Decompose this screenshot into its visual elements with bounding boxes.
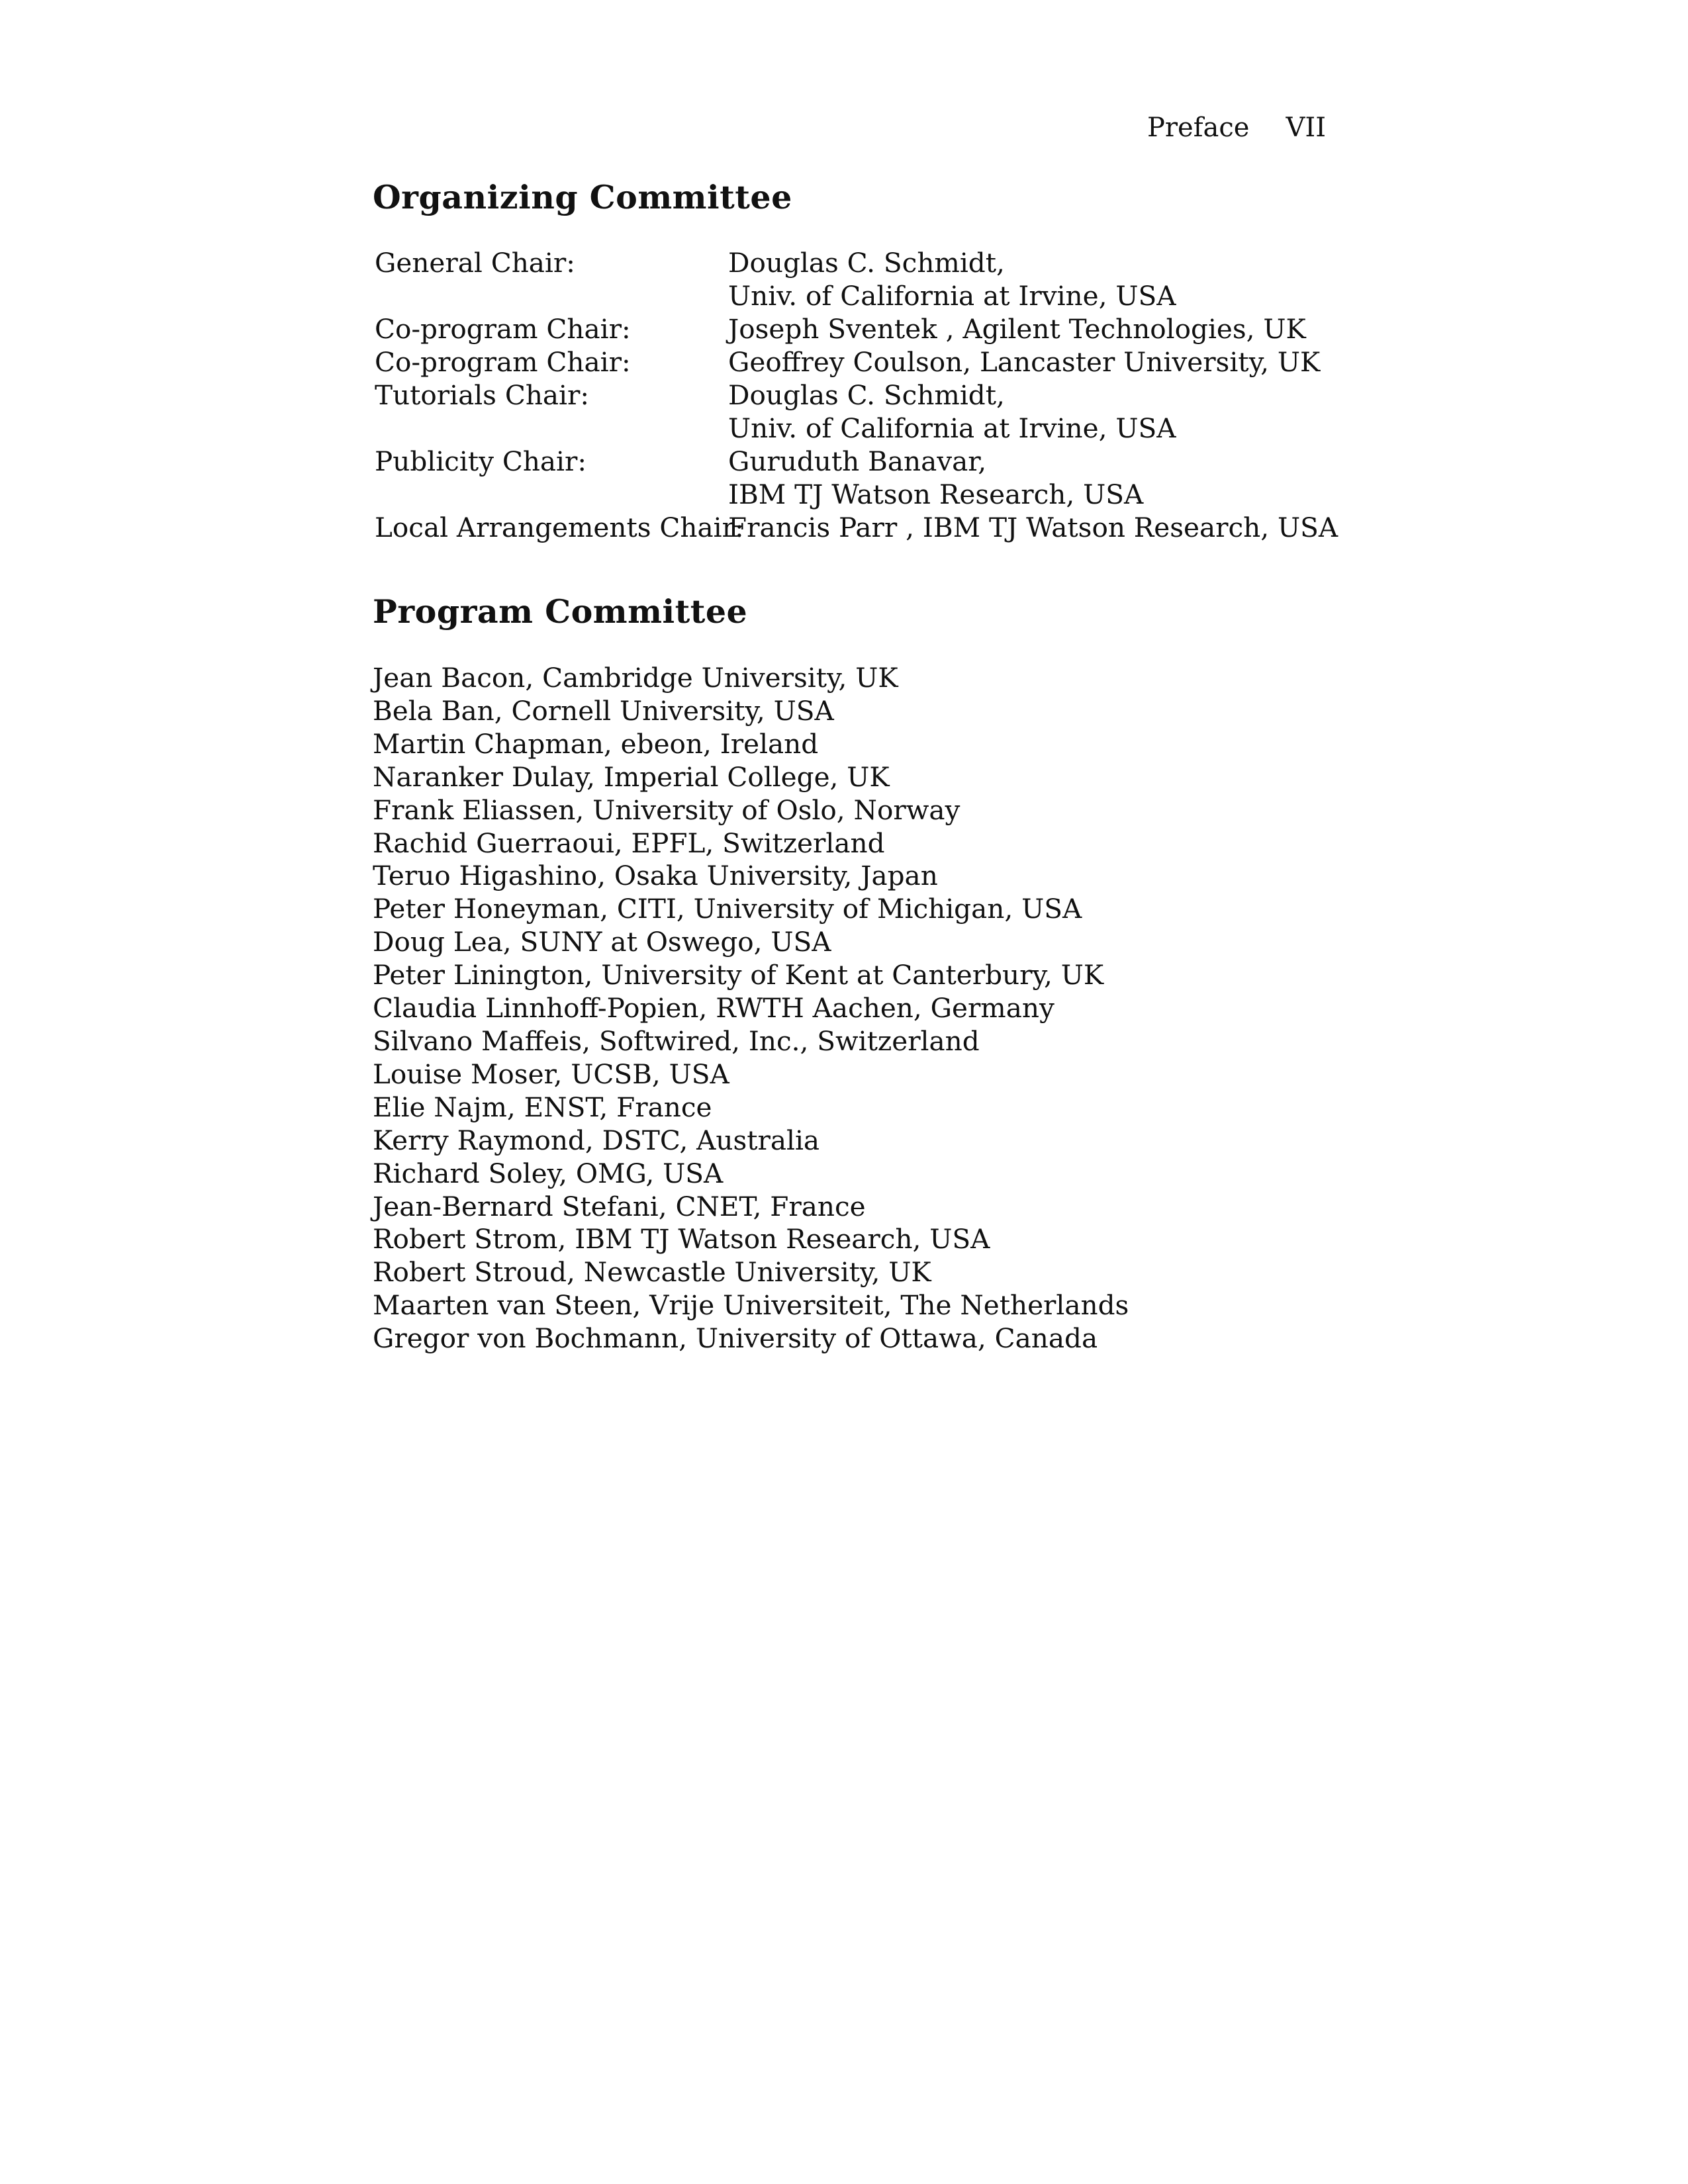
running-header-section: Preface — [1147, 113, 1250, 143]
program-committee-member: Elie Najm, ENST, France — [373, 1091, 712, 1123]
committee-role: Publicity Chair: — [375, 445, 587, 477]
committee-member — [728, 312, 1306, 345]
committee-role: Co-program Chair: — [375, 346, 631, 378]
committee-member-line: Univ. of California at Irvine, USA — [728, 280, 1176, 312]
program-committee-member: Robert Stroud, Newcastle University, UK — [373, 1256, 931, 1289]
program-committee-member: Gregor von Bochmann, University of Ottawa, Canada — [373, 1322, 1098, 1355]
committee-member-line: Univ. of California at Irvine, USA — [728, 412, 1176, 444]
committee-row — [375, 246, 1338, 312]
program-committee-member: Richard Soley, OMG, USA — [373, 1157, 724, 1189]
program-committee-member: Maarten van Steen, Vrije Universiteit, The Netherlands — [373, 1289, 1129, 1322]
program-committee-heading: Program Committee — [373, 592, 748, 631]
committee-role: Tutorials Chair: — [375, 379, 589, 411]
committee-row — [375, 312, 1338, 345]
program-committee-member: Rachid Guerraoui, EPFL, Switzerland — [373, 827, 885, 859]
program-committee-member: Jean Bacon, Cambridge University, UK — [373, 662, 898, 694]
committee-row — [375, 445, 1338, 511]
committee-member — [728, 379, 1176, 445]
committee-row — [375, 345, 1338, 379]
committee-member-line: Geoffrey Coulson, Lancaster University, UK — [728, 346, 1321, 378]
committee-role: Co-program Chair: — [375, 313, 631, 345]
program-committee-member: Louise Moser, UCSB, USA — [373, 1058, 729, 1090]
program-committee-member: Peter Linington, University of Kent at Canterbury, UK — [373, 959, 1104, 991]
program-committee-member: Teruo Higashino, Osaka University, Japan — [373, 860, 938, 892]
program-committee-member: Peter Honeyman, CITI, University of Michigan, USA — [373, 893, 1082, 925]
program-committee-member: Naranker Dulay, Imperial College, UK — [373, 760, 890, 793]
committee-member — [728, 345, 1320, 379]
committee-member-line: Douglas C. Schmidt, — [728, 247, 1005, 279]
committee-member-line: IBM TJ Watson Research, USA — [728, 478, 1144, 510]
running-header — [1147, 111, 1326, 144]
program-committee-member: Frank Eliassen, University of Oslo, Norway — [373, 794, 961, 826]
committee-role: General Chair: — [375, 247, 575, 279]
page-number: VII — [1286, 113, 1326, 143]
program-committee-member: Claudia Linnhoff-Popien, RWTH Aachen, Germany — [373, 992, 1055, 1024]
program-committee-list — [373, 662, 1129, 1355]
program-committee-member: Bela Ban, Cornell University, USA — [373, 694, 834, 727]
committee-member-line: Joseph Sventek , Agilent Technologies, UK — [728, 313, 1306, 345]
committee-member-line: Douglas C. Schmidt, — [728, 379, 1005, 411]
committee-member-line: Guruduth Banavar, — [728, 445, 987, 477]
program-committee-member: Doug Lea, SUNY at Oswego, USA — [373, 926, 831, 958]
program-committee-member: Martin Chapman, ebeon, Ireland — [373, 727, 819, 760]
committee-member — [728, 511, 1338, 544]
committee-row — [375, 379, 1338, 445]
committee-role: Local Arrangements Chair: — [375, 512, 744, 543]
organizing-committee-heading: Organizing Committee — [373, 178, 792, 216]
program-committee-member: Kerry Raymond, DSTC, Australia — [373, 1124, 820, 1156]
committee-member-line: Francis Parr , IBM TJ Watson Research, USA — [728, 512, 1338, 543]
program-committee-member: Silvano Maffeis, Softwired, Inc., Switzerland — [373, 1024, 980, 1057]
committee-row — [375, 511, 1338, 544]
program-committee-member: Jean-Bernard Stefani, CNET, France — [373, 1190, 866, 1222]
committee-member — [728, 445, 1143, 511]
program-committee-member: Robert Strom, IBM TJ Watson Research, USA — [373, 1223, 990, 1255]
organizing-committee-table — [375, 246, 1338, 544]
committee-member — [728, 246, 1176, 312]
